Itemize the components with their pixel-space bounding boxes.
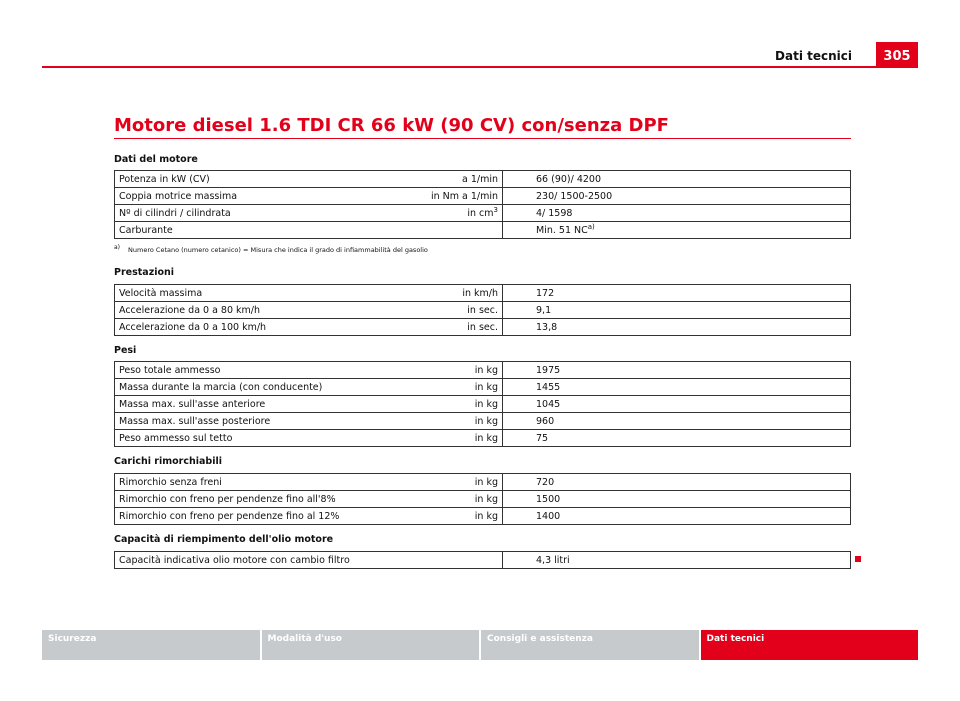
row-value: 720 (503, 474, 851, 491)
row-unit: in cm (467, 207, 494, 219)
row-unit: in sec. (396, 319, 503, 336)
page-number: 305 (876, 42, 918, 68)
running-header-title: Dati tecnici (775, 49, 852, 63)
row-unit: in sec. (396, 302, 503, 319)
row-unit: in km/h (396, 285, 503, 302)
footnote-text: Numero Cetano (numero cetanico) = Misura che indica il grado di infiammabilità del gasolio (128, 246, 428, 255)
row-value: 1045 (503, 396, 851, 413)
footer-tab-dati-tecnici[interactable]: Dati tecnici (701, 630, 919, 660)
row-unit: a 1/min (396, 171, 503, 188)
row-label: Rimorchio senza freni (115, 474, 397, 491)
row-unit: in kg (396, 474, 503, 491)
row-unit: in kg (396, 508, 503, 525)
footer-tab-sicurezza[interactable]: Sicurezza (42, 630, 260, 660)
row-label: Rimorchio con freno per pendenze fino al 12% (115, 508, 397, 525)
row-label: Accelerazione da 0 a 100 km/h (115, 319, 397, 336)
row-label: Nº di cilindri / cilindrata (115, 205, 397, 222)
header-rule (42, 66, 918, 68)
row-label: Massa max. sull'asse anteriore (115, 396, 397, 413)
footnote-ref: a) (587, 222, 595, 231)
row-value: 13,8 (503, 319, 851, 336)
row-value: 4/ 1598 (503, 205, 851, 222)
row-label: Accelerazione da 0 a 80 km/h (115, 302, 397, 319)
row-unit: in kg (396, 413, 503, 430)
row-value: 1500 (503, 491, 851, 508)
row-value: 1975 (503, 362, 851, 379)
table-row (115, 379, 851, 396)
table-row (115, 285, 851, 302)
row-label: Velocità massima (115, 285, 397, 302)
table-row (115, 491, 851, 508)
row-value: 1400 (503, 508, 851, 525)
engine-data-table (114, 170, 851, 239)
performance-table (114, 284, 851, 336)
row-label: Rimorchio con freno per pendenze fino all'8% (115, 491, 397, 508)
row-label: Capacità indicativa olio motore con cambio filtro (115, 552, 397, 569)
row-value: 172 (503, 285, 851, 302)
table-row (115, 319, 851, 336)
row-value: 230/ 1500-2500 (503, 188, 851, 205)
row-value: 75 (503, 430, 851, 447)
row-unit (396, 222, 503, 239)
table-row (115, 396, 851, 413)
row-value: 960 (503, 413, 851, 430)
row-label: Massa durante la marcia (con conducente) (115, 379, 397, 396)
section-end-marker (855, 556, 861, 562)
trailer-table (114, 473, 851, 525)
table-row (115, 362, 851, 379)
row-label: Carburante (115, 222, 397, 239)
row-unit: in kg (396, 362, 503, 379)
table-row (115, 188, 851, 205)
weights-table (114, 361, 851, 447)
footer-nav (42, 630, 918, 660)
section-heading-performance: Prestazioni (114, 267, 175, 278)
page-title: Motore diesel 1.6 TDI CR 66 kW (90 CV) con/senza DPF (114, 115, 669, 136)
row-unit: in kg (396, 396, 503, 413)
row-value: Min. 51 NC (536, 224, 588, 236)
table-row (115, 222, 851, 239)
footer-tab-modalita-duso[interactable]: Modalità d'uso (262, 630, 480, 660)
row-value: 4,3 litri (503, 552, 851, 569)
row-value: 1455 (503, 379, 851, 396)
title-rule (114, 138, 851, 139)
row-label: Peso totale ammesso (115, 362, 397, 379)
section-heading-capacity: Capacità di riempimento dell'olio motore (114, 534, 334, 545)
footnote (114, 244, 428, 254)
table-row (115, 205, 851, 222)
section-heading-trailer: Carichi rimorchiabili (114, 456, 222, 467)
table-row (115, 508, 851, 525)
row-unit: in kg (396, 379, 503, 396)
row-unit: in Nm a 1/min (396, 188, 503, 205)
table-row (115, 171, 851, 188)
section-heading-engine: Dati del motore (114, 154, 198, 165)
row-unit (396, 552, 503, 569)
row-unit: in kg (396, 491, 503, 508)
capacity-table (114, 551, 851, 569)
row-label: Massa max. sull'asse posteriore (115, 413, 397, 430)
row-label: Coppia motrice massima (115, 188, 397, 205)
table-row (115, 474, 851, 491)
row-unit: in kg (396, 430, 503, 447)
row-label: Potenza in kW (CV) (115, 171, 397, 188)
row-unit-cell (396, 205, 503, 222)
table-row (115, 430, 851, 447)
table-row (115, 552, 851, 569)
table-row (115, 413, 851, 430)
section-heading-weights: Pesi (114, 345, 137, 356)
row-value: 9,1 (503, 302, 851, 319)
row-label: Peso ammesso sul tetto (115, 430, 397, 447)
row-value: 66 (90)/ 4200 (503, 171, 851, 188)
footer-tab-consigli-assistenza[interactable]: Consigli e assistenza (481, 630, 699, 660)
table-row (115, 302, 851, 319)
unit-superscript: 3 (493, 205, 498, 214)
row-value-cell (503, 222, 851, 239)
footnote-mark: a) (114, 244, 121, 251)
